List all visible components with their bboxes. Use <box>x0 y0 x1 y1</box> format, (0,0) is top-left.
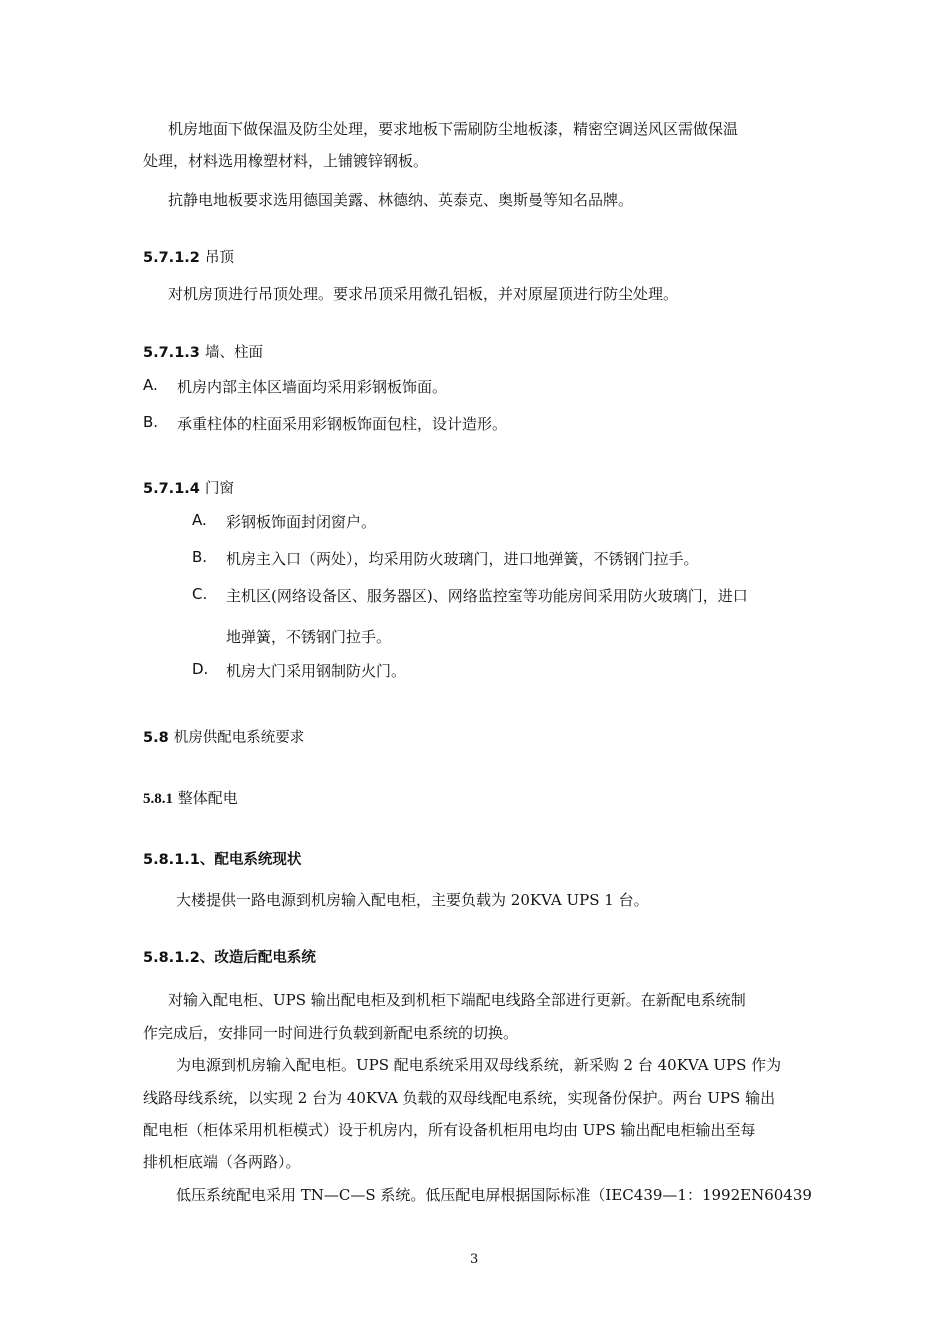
list-item: 主机区(网络设备区、服务器区)、网络监控室等功能房间采用防火玻璃门，进口 <box>226 587 748 605</box>
paragraph-line: 配电柜（柜体采用机柜模式）设于机房内，所有设备机柜用电均由 UPS 输出配电柜输出至每 <box>143 1121 756 1139</box>
paragraph-line: 为电源到机房输入配电柜。UPS 配电系统采用双母线系统，新采购 2 台 40KVA UPS 作为 <box>176 1056 782 1074</box>
section-heading-5-7-1-3 <box>143 341 263 362</box>
section-title: 机房供配电系统要求 <box>173 730 305 746</box>
section-heading-5-8-1-1: 5.8.1.1、配电系统现状 <box>143 852 302 868</box>
list-item-continuation: 地弹簧，不锈钢门拉手。 <box>226 628 392 646</box>
list-item: 承重柱体的柱面采用彩钢板饰面包柱，设计造形。 <box>177 415 508 433</box>
list-label: D. <box>192 660 209 678</box>
page-number: 3 <box>470 1252 479 1267</box>
paragraph-line: 对输入配电柜、UPS 输出配电柜及到机柜下端配电线路全部进行更新。在新配电系统制 <box>168 991 746 1009</box>
section-title: 墙、柱面 <box>204 345 263 361</box>
section-number: 5.8 <box>143 730 169 746</box>
section-title: 门窗 <box>204 481 234 497</box>
list-label: B. <box>143 413 159 431</box>
list-item: 机房大门采用钢制防火门。 <box>226 662 407 680</box>
paragraph-line: 处理，材料选用橡塑材料，上铺镀锌钢板。 <box>143 152 429 170</box>
section-heading-5-7-1-2 <box>143 246 234 267</box>
list-item: 彩钢板饰面封闭窗户。 <box>226 513 377 531</box>
paragraph-line: 机房地面下做保温及防尘处理，要求地板下需刷防尘地板漆，精密空调送风区需做保温 <box>168 120 739 138</box>
section-number: 5.7.1.4 <box>143 481 200 497</box>
section-title: 吊顶 <box>204 250 234 266</box>
paragraph-line: 对机房顶进行吊顶处理。要求吊顶采用微孔铝板，并对原屋顶进行防尘处理。 <box>168 285 679 303</box>
list-item: 机房内部主体区墙面均采用彩钢板饰面。 <box>177 378 448 396</box>
section-number: 5.8.1 <box>143 791 173 807</box>
list-label: C. <box>192 585 208 603</box>
section-number: 5.7.1.2 <box>143 250 200 266</box>
paragraph-line: 大楼提供一路电源到机房输入配电柜，主要负载为 20KVA UPS 1 台。 <box>176 891 649 909</box>
section-heading-5-7-1-4 <box>143 477 234 498</box>
list-label: B. <box>192 548 208 566</box>
paragraph-line: 抗静电地板要求选用德国美露、林德纳、英泰克、奥斯曼等知名品牌。 <box>168 191 634 209</box>
paragraph-line: 排机柜底端（各两路）。 <box>143 1153 301 1171</box>
section-number: 5.7.1.3 <box>143 345 200 361</box>
list-label: A. <box>143 376 158 394</box>
section-heading-5-8-1-2: 5.8.1.2、改造后配电系统 <box>143 950 316 966</box>
section-title: 整体配电 <box>177 789 238 807</box>
paragraph-line: 线路母线系统，以实现 2 台为 40KVA 负载的双母线配电系统，实现备份保护。两台 UPS 输出 <box>143 1089 776 1107</box>
paragraph-line: 作完成后，安排同一时间进行负载到新配电系统的切换。 <box>143 1024 519 1042</box>
section-heading-5-8 <box>143 726 304 747</box>
paragraph-line: 低压系统配电采用 TN—C—S 系统。低压配电屏根据国际标准（IEC439—1：1992EN60439 <box>176 1186 812 1204</box>
list-label: A. <box>192 511 207 529</box>
section-heading-5-8-1 <box>143 787 238 808</box>
list-item: 机房主入口（两处），均采用防火玻璃门，进口地弹簧，不锈钢门拉手。 <box>226 550 699 568</box>
